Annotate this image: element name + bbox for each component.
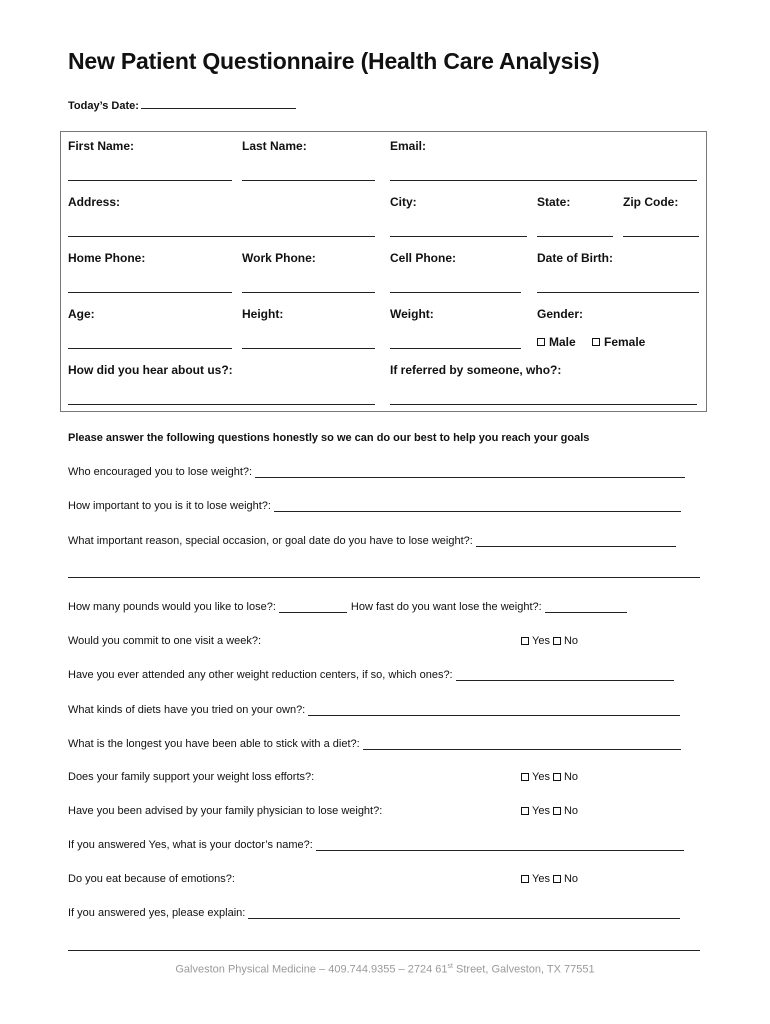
home-phone-line[interactable]: [68, 292, 232, 293]
no-label: No: [563, 805, 579, 817]
family-support-yes-no[interactable]: [521, 771, 578, 783]
question-other-centers: [68, 669, 674, 681]
email-line[interactable]: [390, 180, 697, 181]
answer-line-continued[interactable]: [68, 577, 700, 578]
question-family-support: Does your family support your weight loss efforts?:: [68, 771, 315, 783]
address-line[interactable]: [68, 236, 375, 237]
answer-line[interactable]: [274, 501, 681, 512]
question-label: Have you ever attended any other weight reduction centers, if so, which ones?:: [68, 669, 453, 681]
page-title: New Patient Questionnaire (Health Care Analysis): [68, 48, 600, 74]
answer-line[interactable]: [476, 536, 676, 547]
answer-line[interactable]: [456, 670, 674, 681]
gender-male-option[interactable]: [537, 335, 576, 349]
question-label: What is the longest you have been able to stick with a diet?:: [68, 738, 360, 750]
question-diets-tried: [68, 704, 680, 716]
emotional-eating-yes-no[interactable]: [521, 873, 578, 885]
first-name-line[interactable]: [68, 180, 232, 181]
commit-weekly-yes-no[interactable]: [521, 635, 578, 647]
footer-text: Galveston Physical Medicine – 409.744.9355 – 2724 61: [175, 963, 448, 976]
checkbox-icon[interactable]: [553, 875, 561, 883]
first-name-label: First Name:: [68, 139, 135, 153]
cell-phone-label: Cell Phone:: [390, 251, 457, 265]
work-phone-label: Work Phone:: [242, 251, 316, 265]
checkbox-icon[interactable]: [521, 807, 529, 815]
hear-about-us-line[interactable]: [68, 404, 375, 405]
checkbox-icon[interactable]: [553, 637, 561, 645]
question-emotional-eating: Do you eat because of emotions?:: [68, 873, 235, 885]
zip-code-line[interactable]: [623, 236, 699, 237]
physician-advised-yes-no[interactable]: [521, 805, 578, 817]
question-doctor-name: [68, 839, 684, 851]
question-pounds: [68, 601, 627, 613]
age-line[interactable]: [68, 348, 232, 349]
question-importance: [68, 500, 681, 512]
no-label: No: [563, 873, 579, 885]
checkbox-icon[interactable]: [521, 637, 529, 645]
date-of-birth-line[interactable]: [537, 292, 699, 293]
question-reason: [68, 535, 676, 547]
answer-line[interactable]: [316, 840, 684, 851]
email-label: Email:: [390, 139, 427, 153]
checkbox-icon[interactable]: [537, 338, 545, 346]
footer-contact: [0, 963, 770, 976]
instructions-text: Please answer the following questions honestly so we can do our best to help you reach your goals: [68, 432, 590, 444]
state-line[interactable]: [537, 236, 613, 237]
question-longest-diet: [68, 738, 681, 750]
zip-code-label: Zip Code:: [623, 195, 679, 209]
checkbox-icon[interactable]: [553, 773, 561, 781]
yes-label: Yes: [532, 635, 550, 647]
question-label: If you answered yes, please explain:: [68, 907, 246, 919]
weight-line[interactable]: [390, 348, 521, 349]
checkbox-icon[interactable]: [553, 807, 561, 815]
answer-line-continued[interactable]: [68, 950, 700, 951]
weight-label: Weight:: [390, 307, 434, 321]
gender-female-label: Female: [604, 335, 646, 349]
answer-line[interactable]: [248, 908, 680, 919]
question-who-encouraged: [68, 466, 685, 478]
question-label: If you answered Yes, what is your doctor’s name?:: [68, 839, 313, 851]
referred-by-line[interactable]: [390, 404, 697, 405]
city-label: City:: [390, 195, 417, 209]
question-label: What kinds of diets have you tried on your own?:: [68, 704, 306, 716]
height-line[interactable]: [242, 348, 375, 349]
gender-female-option[interactable]: [592, 335, 645, 349]
checkbox-icon[interactable]: [592, 338, 600, 346]
age-label: Age:: [68, 307, 95, 321]
todays-date-label: Today’s Date:: [68, 100, 139, 112]
question-label: How fast do you want lose the weight?:: [350, 601, 542, 613]
answer-line[interactable]: [255, 467, 685, 478]
todays-date-field[interactable]: [68, 98, 296, 112]
todays-date-blank[interactable]: [141, 98, 296, 109]
no-label: No: [563, 635, 579, 647]
no-label: No: [563, 771, 579, 783]
footer-text-end: Street, Galveston, TX 77551: [452, 963, 595, 976]
question-label: What important reason, special occasion, or goal date do you have to lose weight?:: [68, 535, 473, 547]
question-commit-weekly: Would you commit to one visit a week?:: [68, 635, 261, 647]
gender-label: Gender:: [537, 307, 584, 321]
checkbox-icon[interactable]: [521, 773, 529, 781]
home-phone-label: Home Phone:: [68, 251, 146, 265]
hear-about-us-label: How did you hear about us?:: [68, 363, 233, 377]
question-label: Who encouraged you to lose weight?:: [68, 466, 253, 478]
date-of-birth-label: Date of Birth:: [537, 251, 613, 265]
yes-label: Yes: [532, 805, 550, 817]
question-label: How important to you is it to lose weight?:: [68, 500, 271, 512]
answer-line[interactable]: [545, 602, 627, 613]
question-explain: [68, 907, 680, 919]
patient-info-box: [60, 131, 707, 412]
work-phone-line[interactable]: [242, 292, 375, 293]
city-line[interactable]: [390, 236, 527, 237]
yes-label: Yes: [532, 873, 550, 885]
cell-phone-line[interactable]: [390, 292, 521, 293]
gender-male-label: Male: [549, 335, 576, 349]
answer-line[interactable]: [279, 602, 347, 613]
question-physician-advised: Have you been advised by your family physician to lose weight?:: [68, 805, 383, 817]
referred-by-label: If referred by someone, who?:: [390, 363, 562, 377]
last-name-label: Last Name:: [242, 139, 307, 153]
checkbox-icon[interactable]: [521, 875, 529, 883]
address-label: Address:: [68, 195, 121, 209]
last-name-line[interactable]: [242, 180, 375, 181]
answer-line[interactable]: [363, 739, 681, 750]
height-label: Height:: [242, 307, 284, 321]
question-label: How many pounds would you like to lose?:: [68, 601, 276, 613]
answer-line[interactable]: [308, 705, 680, 716]
yes-label: Yes: [532, 771, 550, 783]
state-label: State:: [537, 195, 571, 209]
footer-superscript: st: [447, 963, 453, 970]
